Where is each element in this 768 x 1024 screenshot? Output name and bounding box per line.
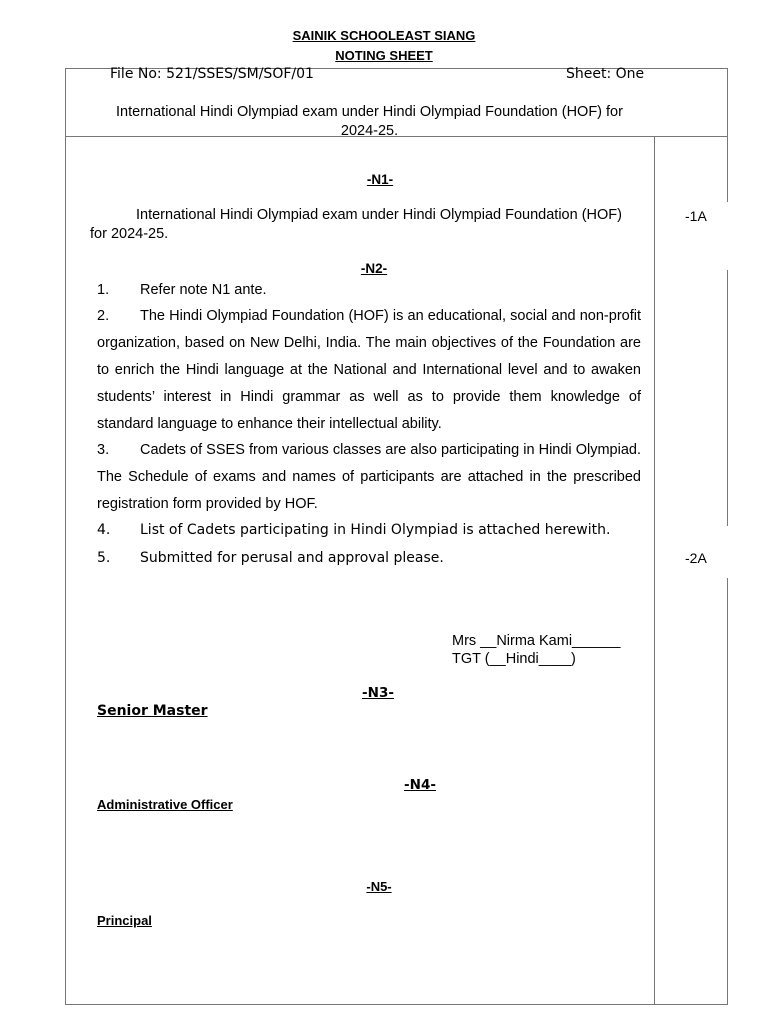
note-n1-body xyxy=(90,206,650,244)
n2-item-2-num: 2. xyxy=(97,308,110,324)
n2-item-5-text: Submitted for perusal and approval please. xyxy=(140,550,444,566)
addressee-administrative-officer: Administrative Officer xyxy=(97,797,233,812)
sheet-number: Sheet: One xyxy=(566,66,645,82)
signature-designation: TGT (__Hindi____) xyxy=(452,651,576,667)
n2-item-2-text: The Hindi Olympiad Foundation (HOF) is an educational, social and non-profit organization, based on New Delhi, India. The main objectives of the Foundation are to enrich the Hindi language at the National and International level and to awaken students’ interest in Hindi grammar as well as to provide them knowledge of standard language to enhance their intellectual ability. xyxy=(97,308,641,432)
n2-item-4-text: List of Cadets participating in Hindi Olympiad is attached herewith. xyxy=(140,522,611,538)
note-n3-heading: -N3- xyxy=(362,685,394,701)
frame-right-middle xyxy=(727,270,728,526)
n2-item-3 xyxy=(97,437,641,518)
note-n1-line-1: International Hindi Olympiad exam under Hindi Olympiad Foundation (HOF) xyxy=(136,207,622,223)
note-n2-heading: -N2- xyxy=(360,261,388,276)
frame-left xyxy=(65,68,66,1005)
signature-block xyxy=(452,632,620,668)
n2-item-2 xyxy=(97,303,641,438)
n2-item-1 xyxy=(97,277,641,304)
subject-line-2: 2024-25. xyxy=(340,123,399,139)
note-n1-heading: -N1- xyxy=(366,172,394,187)
file-number: File No: 521/SSES/SM/SOF/01 xyxy=(110,66,314,82)
frame-right-lower xyxy=(727,578,728,1005)
note-n1-line-2: for 2024-25. xyxy=(90,226,169,242)
addressee-senior-master: Senior Master xyxy=(97,703,208,719)
n2-item-3-text: Cadets of SSES from various classes are also participating in Hindi Olympiad. The Schedule of exams and names of participants are attached in the prescribed registration form provided by HOF. xyxy=(97,442,641,512)
sheet-title: NOTING SHEET xyxy=(335,48,433,63)
n2-item-4-num: 4. xyxy=(97,522,111,538)
n2-item-1-num: 1. xyxy=(97,282,110,298)
note-n4-heading: -N4- xyxy=(404,777,436,793)
n2-item-5-num: 5. xyxy=(97,550,111,566)
n2-item-1-text: Refer note N1 ante. xyxy=(140,282,267,298)
margin-ref-1a: -1A xyxy=(685,208,707,224)
subject xyxy=(66,103,673,141)
addressee-principal: Principal xyxy=(97,913,152,928)
margin-ref-2a: -2A xyxy=(685,550,707,566)
frame-right-upper xyxy=(727,68,728,202)
n2-item-3-num: 3. xyxy=(97,442,110,458)
signature-name: Mrs __Nirma Kami______ xyxy=(452,633,621,649)
n2-item-4 xyxy=(97,517,657,544)
note-n5-heading: -N5- xyxy=(366,879,392,894)
n2-item-5 xyxy=(97,545,657,572)
frame-bottom xyxy=(65,1004,728,1005)
school-name: SAINIK SCHOOLEAST SIANG xyxy=(292,28,476,43)
subject-line-1: International Hindi Olympiad exam under Hindi Olympiad Foundation (HOF) for xyxy=(116,104,623,120)
